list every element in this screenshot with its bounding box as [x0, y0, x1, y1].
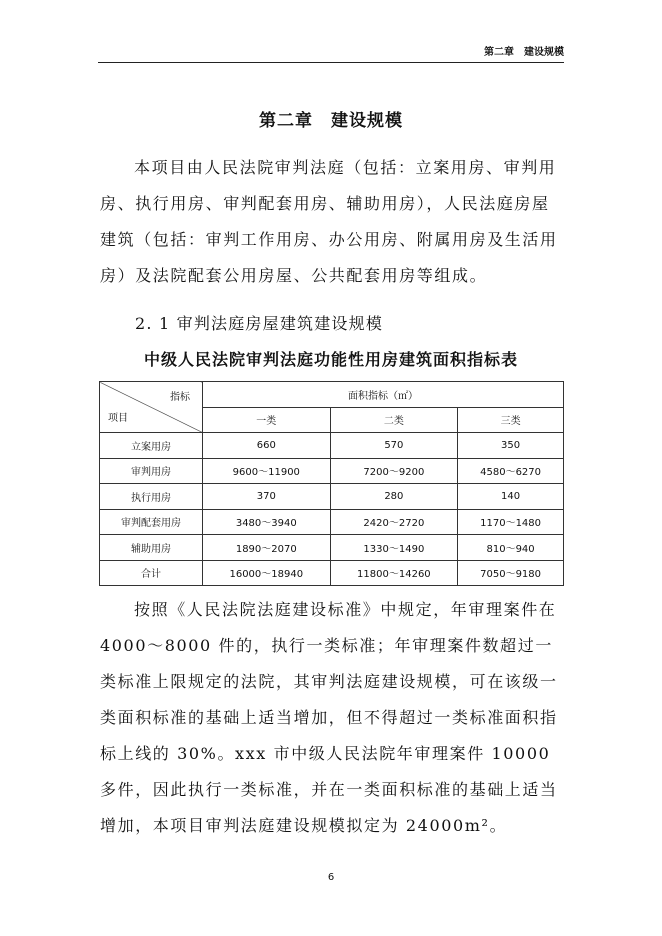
table-row: [100, 535, 564, 561]
running-header: 第二章 建设规模: [98, 44, 564, 63]
column-header: 二类: [330, 407, 458, 433]
corner-label-index: 指标: [170, 392, 190, 403]
table-cell: 810～940: [458, 535, 564, 561]
table-header-row: [100, 382, 564, 408]
table-row: [100, 509, 564, 535]
row-label: 合计: [100, 560, 203, 586]
area-index-table: [99, 381, 564, 586]
table-cell: 9600～11900: [203, 458, 331, 484]
table-cell: 3480～3940: [203, 509, 331, 535]
table-title: 中级人民法院审判法庭功能性用房建筑面积指标表: [143, 350, 518, 369]
table-cell: 1330～1490: [330, 535, 458, 561]
table-row: [100, 484, 564, 510]
row-label: 立案用房: [100, 433, 203, 459]
table-corner-cell: [100, 382, 203, 433]
table-row: [100, 433, 564, 459]
table-cell: 1170～1480: [458, 509, 564, 535]
table-cell: 350: [458, 433, 564, 459]
table-cell: 2420～2720: [330, 509, 458, 535]
table-cell: 660: [203, 433, 331, 459]
table-row: [100, 458, 564, 484]
table-cell: 1890～2070: [203, 535, 331, 561]
table-cell: 570: [330, 433, 458, 459]
row-label: 审判配套用房: [100, 509, 203, 535]
row-label: 辅助用房: [100, 535, 203, 561]
body-paragraph: [100, 592, 562, 844]
table-cell: 140: [458, 484, 564, 510]
table-cell: 4580～6270: [458, 458, 564, 484]
page-number: 6: [327, 872, 335, 883]
table-cell: 280: [330, 484, 458, 510]
table-cell: 7200～9200: [330, 458, 458, 484]
table-row-total: [100, 560, 564, 586]
column-header: 三类: [458, 407, 564, 433]
intro-paragraph-text: 本项目由人民法院审判法庭（包括：立案用房、审判用房、执行用房、审判配套用房、辅助用房），人民法庭房屋建筑（包括：审判工作用房、办公用房、附属用房及生活用房）及法院配套公用房屋、公共配套用房等组成。: [100, 158, 558, 285]
chapter-title: 第二章 建设规模: [259, 111, 403, 131]
table-cell: 11800～14260: [330, 560, 458, 586]
table-cell: 370: [203, 484, 331, 510]
table-cell: 7050～9180: [458, 560, 564, 586]
body-paragraph-text: 按照《人民法院法庭建设标准》中规定，年审理案件在 4000～8000 件的，执行一类标准；年审理案件数超过一类标准上限规定的法院，其审判法庭建设规模，可在该级一类面积标准的基础上适当增加，但不得超过一类标准面积指标上线的 30%。xxx 市中级人民法院年审理案件 10000 多件，因此执行一类标准，并在一类面积标准的基础上适当增加，本项目审判法庭建设规模拟定为 24000m²。: [100, 600, 558, 835]
section-heading: 2. 1 审判法庭房屋建筑建设规模: [135, 314, 384, 333]
table-cell: 16000～18940: [203, 560, 331, 586]
column-header: 一类: [203, 407, 331, 433]
group-header-cell: 面积指标（㎡）: [203, 382, 564, 408]
intro-paragraph: [100, 150, 562, 294]
corner-label-item: 项目: [108, 413, 128, 424]
row-label: 执行用房: [100, 484, 203, 510]
row-label: 审判用房: [100, 458, 203, 484]
